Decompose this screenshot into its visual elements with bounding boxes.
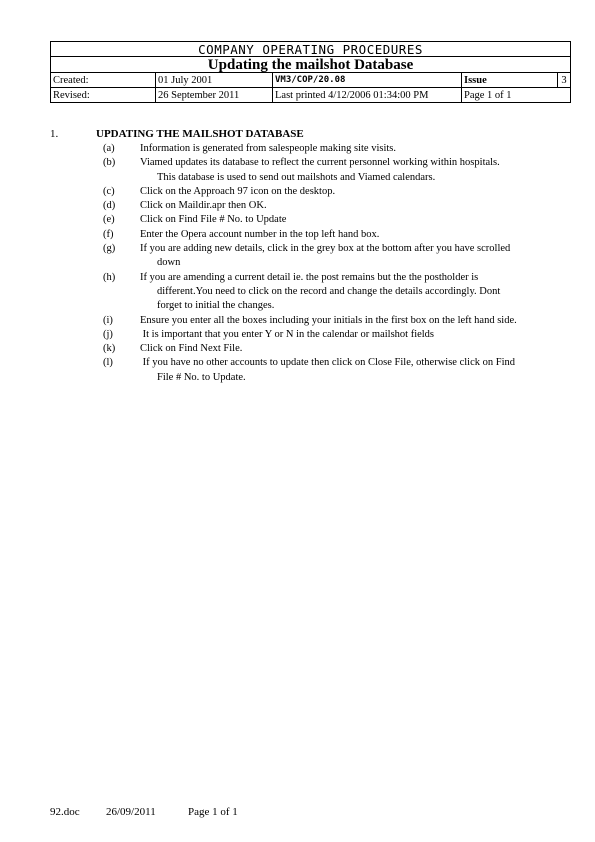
document-reference: VM3/COP/20.08: [273, 73, 462, 88]
document-title: COMPANY OPERATING PROCEDURES: [51, 42, 571, 57]
step-text: [140, 156, 573, 185]
procedure-step: [103, 213, 573, 227]
created-label: Created:: [51, 73, 156, 88]
step-text: [140, 356, 573, 385]
step-text-line: File # No. to Update.: [157, 371, 246, 383]
step-label: (d): [103, 200, 116, 212]
step-text-line: It is important that you enter Y or N in the calendar or mailshot fields: [140, 328, 435, 340]
procedure-step: [103, 242, 573, 271]
step-label: (e): [103, 214, 115, 226]
step-text-line: If you are amending a current detail ie. the post remains but the the postholder is: [140, 271, 479, 283]
issue-value: 3: [558, 73, 571, 88]
procedure-step: [103, 328, 573, 342]
procedure-step: [103, 356, 573, 385]
section-title: UPDATING THE MAILSHOT DATABASE: [96, 128, 304, 140]
step-text: [140, 271, 573, 314]
step-text-line: Click on Find Next File.: [140, 343, 243, 355]
created-value: 01 July 2001: [156, 73, 273, 88]
procedure-step: [103, 271, 573, 314]
step-text: [140, 142, 573, 156]
revised-label: Revised:: [51, 88, 156, 103]
last-printed: Last printed 4/12/2006 01:34:00 PM: [273, 88, 462, 103]
revised-value: 26 September 2011: [156, 88, 273, 103]
step-text-line: forget to initial the changes.: [157, 300, 275, 312]
step-text-line: This database is used to send out mailshots and Viamed calendars.: [157, 171, 436, 183]
step-text: [140, 314, 573, 328]
step-text-line: Enter the Opera account number in the top left hand box.: [140, 228, 380, 240]
footer-page-number: Page 1 of 1: [188, 806, 238, 818]
step-text: [140, 185, 573, 199]
step-text: [140, 342, 573, 356]
step-text-line: Viamed updates its database to reflect the current personnel working within hospitals.: [140, 157, 500, 169]
procedure-steps-list: [103, 142, 573, 385]
step-text-line: Click on Maildir.apr then OK.: [140, 200, 267, 212]
procedure-step: [103, 185, 573, 199]
footer-filename: 92.doc: [50, 806, 80, 818]
step-label: (k): [103, 343, 116, 355]
step-text-line: Ensure you enter all the boxes including your initials in the first box on the left hand side.: [140, 314, 517, 326]
issue-label: Issue: [462, 73, 558, 88]
step-text: [140, 213, 573, 227]
step-label: (i): [103, 314, 113, 326]
step-label: (a): [103, 143, 115, 154]
section-number: 1.: [50, 128, 59, 140]
step-text-line: Information is generated from salespeople making site visits.: [140, 143, 397, 154]
procedure-step: [103, 314, 573, 328]
step-label: (g): [103, 243, 116, 255]
step-label: (c): [103, 185, 115, 197]
step-text-line: If you have no other accounts to update then click on Close File, otherwise click on Find: [140, 357, 515, 369]
procedure-step: [103, 156, 573, 185]
document-subtitle: Updating the mailshot Database: [51, 57, 571, 73]
step-label: (l): [103, 357, 113, 369]
step-text-line: different.You need to click on the record and change the details accordingly. Dont: [157, 285, 501, 297]
footer-date: 26/09/2011: [106, 806, 156, 818]
document-header-table: [50, 41, 571, 103]
step-text: [140, 199, 573, 213]
step-label: (h): [103, 271, 116, 283]
step-label: (f): [103, 228, 114, 240]
step-text-line: Click on the Approach 97 icon on the desktop.: [140, 185, 336, 197]
procedure-step: [103, 228, 573, 242]
step-label: (b): [103, 157, 116, 169]
header-page-number: Page 1 of 1: [462, 88, 571, 103]
step-text: [140, 242, 573, 271]
step-text: [140, 328, 573, 342]
procedure-step: [103, 342, 573, 356]
step-label: (j): [103, 328, 113, 340]
step-text-line: Click on Find File # No. to Update: [140, 214, 287, 226]
step-text-line: If you are adding new details, click in the grey box at the bottom after you have scrolled: [140, 243, 511, 255]
step-text-line: down: [157, 257, 181, 269]
procedure-step: [103, 199, 573, 213]
procedure-step: [103, 142, 573, 156]
step-text: [140, 228, 573, 242]
